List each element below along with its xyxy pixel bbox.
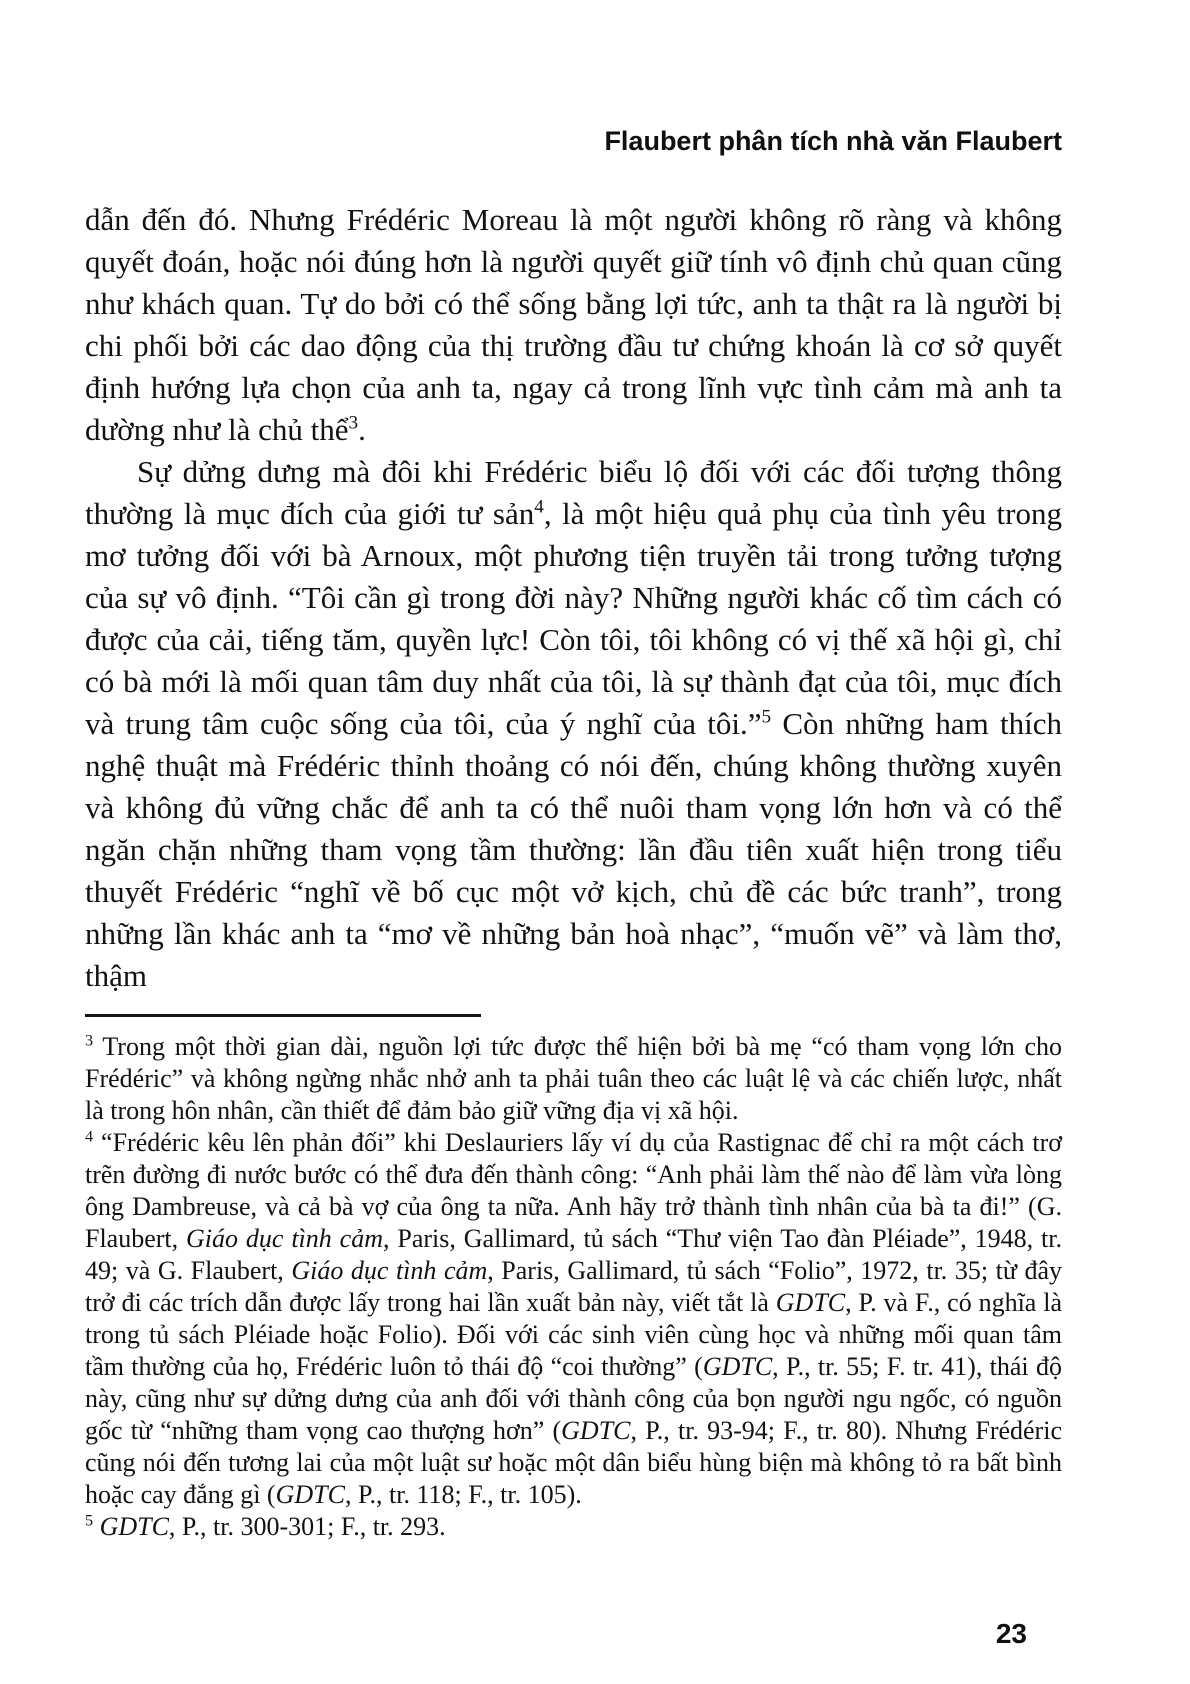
page-number-row	[85, 1618, 1062, 1650]
footnote: $^3$ Trong một thời gian dài, nguồn lợi tức được thể hiện bởi bà mẹ “có tham vọng lớn cho Frédéric” và không ngừng nhắc nhở anh ta phải tuân theo các luật lệ và các chiến lược, nhất là trong hôn nhân, cần thiết để đảm bảo giữ vững địa vị xã hội.	[85, 1032, 1062, 1125]
page-number: 23	[995, 1618, 1027, 1649]
body-paragraph: Sự dửng dưng mà đôi khi Frédéric biểu lộ đối với các đối tượng thông thường là mục đích của giới tư sản$^4$, là một hiệu quả phụ của tình yêu trong mơ tưởng đối với bà Arnoux, một phương tiện truyền tải trong tưởng tượng của sự vô định. “Tôi cần gì trong đời này? Những người khác cố tìm cách có được của cải, tiếng tăm, quyền lực! Còn tôi, tôi không có vị thế xã hội gì, chỉ có bà mới là mối quan tâm duy nhất của tôi, là sự thành đạt của tôi, mục đích và trung tâm cuộc sống của tôi, của ý nghĩ của tôi.”$^5$ Còn những ham thích nghệ thuật mà Frédéric thỉnh thoảng có nói đến, chúng không thường xuyên và không đủ vững chắc để anh ta có thể nuôi tham vọng lớn hơn và có thể ngăn chặn những tham vọng tầm thường: lần đầu tiên xuất hiện trong tiểu thuyết Frédéric “nghĩ về bố cục một vở kịch, chủ đề các bức tranh”, trong những lần khác anh ta “mơ về những bản hoà nhạc”, “muốn vẽ” và làm thơ, thậm	[85, 454, 1062, 993]
footnote: $^5$ GDTC, P., tr. 300-301; F., tr. 293.	[85, 1512, 446, 1541]
footnotes-block	[85, 1031, 1062, 1543]
body-paragraph: dẫn đến đó. Nhưng Frédéric Moreau là một người không rõ ràng và không quyết đoán, hoặc nói đúng hơn là người quyết giữ tính vô định chủ quan cũng như khách quan. Tự do bởi có thể sống bằng lợi tức, anh ta thật ra là người bị chi phối bởi các dao động của thị trường đầu tư chứng khoán là cơ sở quyết định hướng lựa chọn của anh ta, ngay cả trong lĩnh vực tình cảm mà anh ta dường như là chủ thể$^3$.	[85, 202, 1062, 447]
footnote-separator	[85, 1014, 481, 1017]
running-header: Flaubert phân tích nhà văn Flaubert	[604, 126, 1062, 156]
body-text	[85, 199, 1062, 997]
footnote: $^4$ “Frédéric kêu lên phản đối” khi Deslauriers lấy ví dụ của Rastignac để chỉ ra một cách trơ trẽn đường đi nước bước có thể đưa đến thành công: “Anh phải làm thế nào để làm vừa lòng ông Dambreuse, và cả bà vợ của ông ta nữa. Anh hãy trở thành tình nhân của bà ta đi!” (G. Flaubert, Giáo dục tình cảm, Paris, Gallimard, tủ sách “Thư viện Tao đàn Pléiade”, 1948, tr. 49; và G. Flaubert, Giáo dục tình cảm, Paris, Gallimard, tủ sách “Folio”, 1972, tr. 35; từ đây trở đi các trích dẫn được lấy trong hai lần xuất bản này, viết tắt là GDTC, P. và F., có nghĩa là trong tủ sách Pléiade hoặc Folio). Đối với các sinh viên cùng học và những mối quan tâm tầm thường của họ, Frédéric luôn tỏ thái độ “coi thường” (GDTC, P., tr. 55; F. tr. 41), thái độ này, cũng như sự dửng dưng của anh đối với thành công của bọn người ngu ngốc, có nguồn gốc từ “những tham vọng cao thượng hơn” (GDTC, P., tr. 93-94; F., tr. 80). Nhưng Frédéric cũng nói đến tương lai của một luật sư hoặc một dân biểu hùng biện mà không tỏ ra bất bình hoặc cay đắng gì (GDTC, P., tr. 118; F., tr. 105).	[85, 1128, 1062, 1509]
